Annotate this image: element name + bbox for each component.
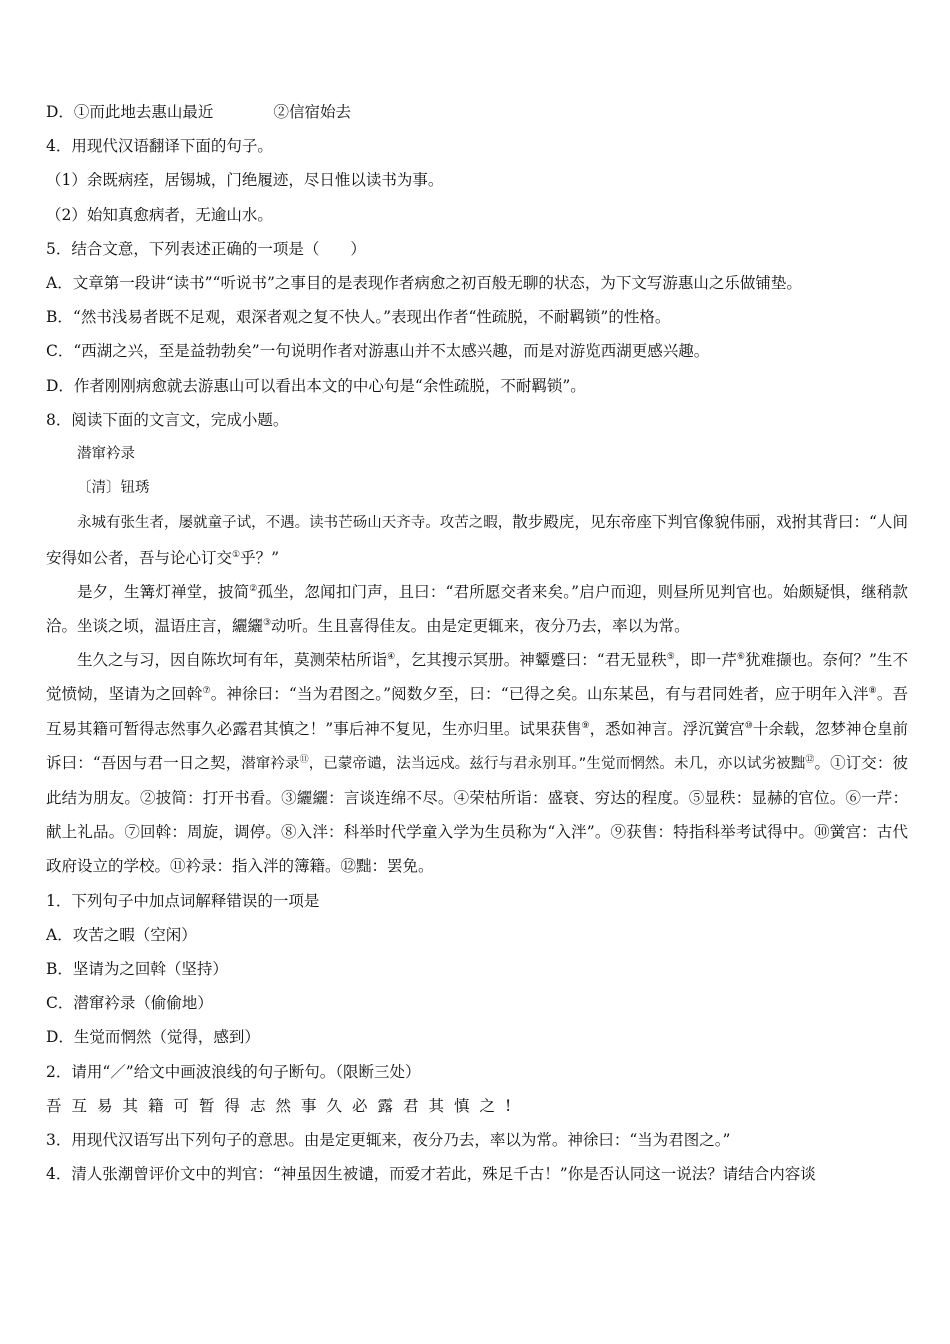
- sub1-option-a: A．攻苦之暇（空闲）: [46, 925, 197, 944]
- option-d-part1: D．①而此地去惠山最近: [46, 103, 214, 121]
- sub3-stem: 3．用现代汉语写出下列句子的意思。由是定更辄来，夜分乃去，率以为常。神徐曰：“当为君图之。”: [46, 1131, 731, 1150]
- sub2-stem: 2．请用“／”给文中画波浪线的句子断句。（限断三处）: [46, 1062, 421, 1081]
- passage-title: 潜窜衿录: [77, 446, 135, 463]
- footnote-marker-4: ④: [387, 652, 396, 663]
- sub1-stem: 1．下列句子中加点词解释错误的一项是: [46, 891, 320, 910]
- q8-stem: 8．阅读下面的文言文，完成小题。: [46, 410, 289, 429]
- footnote-marker-9: ⑨: [581, 720, 590, 731]
- q4-sentence-2: （2）始知真愈病者，无逾山水。: [46, 205, 273, 224]
- footnote-marker-7: ⑦: [202, 686, 211, 697]
- q4-sentence-1: （1）余既病痊，居锡城，门绝履迹，尽日惟以读书为事。: [46, 171, 444, 190]
- sub2-sentence: 吾互易其籍可暂得志然事久必露君其慎之!: [46, 1096, 522, 1115]
- footnotes: 。①订交：彼此结为朋友。②披简：打开书看。③纚纚：言谈连绵不尽。④荣枯所诣：盛衰、穷达的程度。⑤显秩：显赫的官位。⑥一芹：献上礼品。⑦回斡：周旋，调停。⑧入泮：科举时代学童入学为生员称为“入泮”。⑨获售：特指科举考试得中。⑩黉宫：古代政府设立的学校。⑪衿录：指入泮的簿籍。⑫黜：罢免。: [46, 753, 908, 876]
- footnote-marker-6: ⑥: [736, 652, 745, 663]
- passage-author: 〔清〕钮琇: [77, 480, 150, 497]
- footnote-marker-11: ⑪: [299, 754, 309, 765]
- footnote-marker-10: ⑩: [744, 720, 753, 731]
- footnote-marker-5: ⑤: [666, 652, 675, 663]
- q4-stem: 4．用现代汉语翻译下面的句子。: [46, 137, 273, 156]
- passage-paragraph-2: 是夕，生篝灯禅堂，披简②孤坐，忽闻扣门声，且曰：“君所愿交者来矣。”启户而迎，则昼所见判官也。始颇疑惧，继稍款洽。坐谈之顷，温语庄言，纚纚③动听。生且喜得佳友。由是定更辄来，夜分乃去，率以为常。: [46, 582, 908, 636]
- passage-paragraph-3: 生久之与习，因自陈坎坷有年，莫测荣枯所诣④，乞其搜示冥册。神颦蹙曰：“君无显秩⑤，即一芹⑥犹难撷也。奈何？”生不觉愤恸，坚请为之回斡⑦。神徐曰：“当为君图之。”阅数夕至，曰：“已得之矣。山东某邑，有与君同姓者，应于明年入泮⑧。吾互易其籍可暂得志然事久必露君其慎之！”事后神不复见，生亦归里。试果获售⑨，悉如神言。浮沉黉宫⑩十余载，忽梦神仓皇前诉曰：“吾因与君一日之契，潜窜衿录⑪，已蒙帝谴，法当远戍。兹行与君永别耳。”生觉而惘然。未几，亦以试劣被黜⑫。①订交：彼此结为朋友。②披简：打开书看。③纚纚：言谈连绵不尽。④荣枯所诣：盛衰、穷达的程度。⑤显秩：显赫的官位。⑥一芹：献上礼品。⑦回斡：周旋，调停。⑧入泮：科举时代学童入学为生员称为“入泮”。⑨获售：特指科举考试得中。⑩黉宫：古代政府设立的学校。⑪衿录：指入泮的簿籍。⑫黜：罢免。: [46, 651, 908, 876]
- q5-option-b: B．“然书浅易者既不足观，艰深者观之复不快人。”表现出作者“性疏脱，不耐羁锁”的性格。: [46, 308, 671, 327]
- q5-option-c: C．“西湖之兴，至是益勃勃矣”一句说明作者对游惠山并不太感兴趣，而是对游览西湖更感兴趣。: [46, 342, 710, 361]
- q5-option-a: A．文章第一段讲“读书”“听说书”之事目的是表现作者病愈之初百般无聊的状态，为下文写游惠山之乐做铺垫。: [46, 274, 802, 293]
- footnote-marker-8: ⑧: [868, 686, 877, 697]
- sub1-option-d: D．生觉而惘然（觉得，感到）: [46, 1028, 260, 1047]
- document-body: [46, 95, 908, 1192]
- sub1-option-b: B．坚请为之回斡（坚持）: [46, 960, 228, 979]
- footnote-marker-2: ②: [249, 583, 258, 594]
- footnote-marker-3: ③: [263, 617, 272, 628]
- footnote-marker-1: ①: [232, 549, 241, 560]
- q3-option-d: [46, 95, 908, 129]
- option-d-part2: ②信宿始去: [273, 103, 351, 121]
- q5-option-d: D．作者刚刚病愈就去游惠山可以看出本文的中心句是“余性疏脱，不耐羁锁”。: [46, 376, 586, 395]
- footnote-marker-12: ⑫: [805, 754, 815, 765]
- sub4-stem: 4．清人张潮曾评价文中的判官：“神虽因生被谴，而爱才若此，殊足千古！”你是否认同这一说法？请结合内容谈: [46, 1165, 816, 1184]
- sub1-option-c: C．潜窜衿录（偷偷地）: [46, 994, 213, 1013]
- q5-stem: 5．结合文意，下列表述正确的一项是（ ）: [46, 239, 366, 258]
- passage-paragraph-1: 永城有张生者，屡就童子试，不遇。读书芒砀山天齐寺。攻苦之暇，散步殿庑，见东帝座下判官像貌伟丽，戏拊其背曰：“人间安得如公者，吾与论心订交①乎？”: [46, 513, 908, 567]
